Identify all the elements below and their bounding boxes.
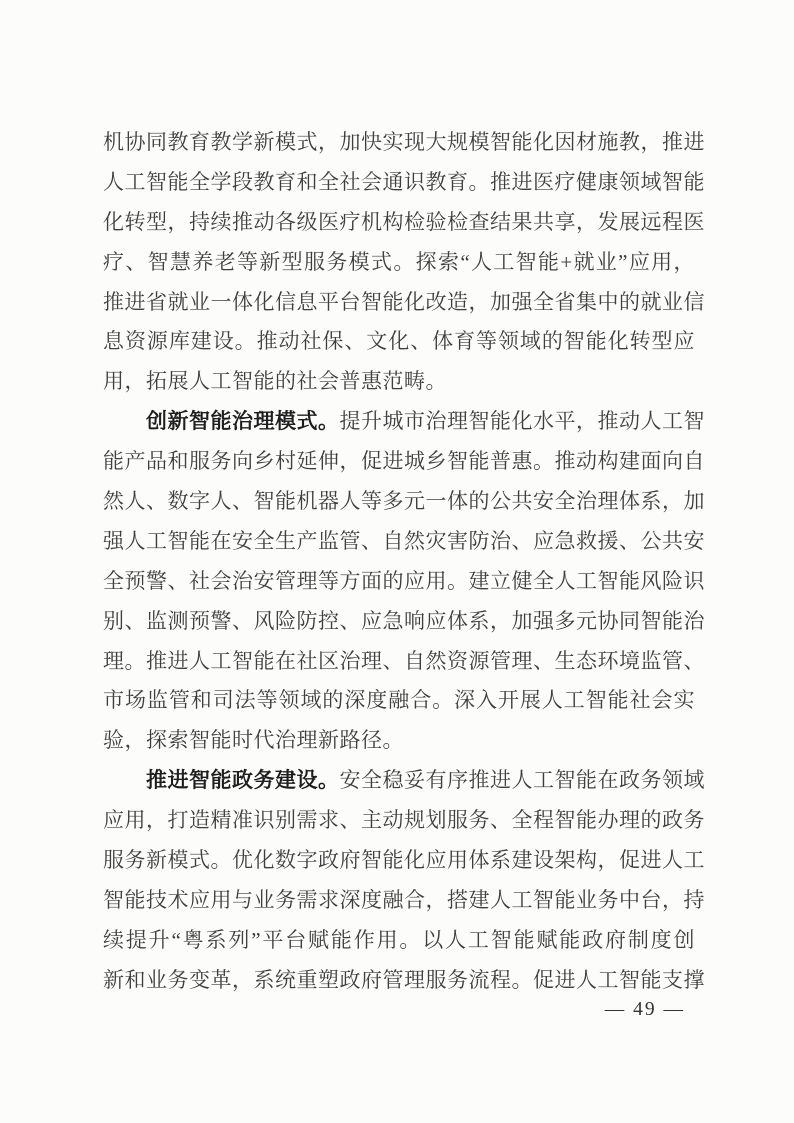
- line-text: 安全稳妥有序推进人工智能在政务领域: [339, 768, 705, 793]
- text-line: 推进省就业一体化信息平台智能化改造，加强全省集中的就业信: [103, 289, 705, 314]
- text-line: 验，探索智能时代治理新路径。: [103, 728, 404, 753]
- paragraph-lead-bold: 推进智能政务建设。: [146, 768, 340, 793]
- text-line: 理。推进人工智能在社区治理、自然资源管理、生态环境监管、: [103, 648, 705, 673]
- line-text: 提升城市治理智能化水平，推动人工智: [339, 409, 705, 434]
- text-line: 疗、智慧养老等新型服务模式。探索“人工智能+就业”应用，: [103, 249, 695, 274]
- text-line: 机协同教育教学新模式，加快实现大规模智能化因材施教，推进: [103, 130, 705, 154]
- page-number-footer: — 49 —: [604, 999, 685, 1020]
- text-line: 市场监管和司法等领域的深度融合。深入开展人工智能社会实: [103, 688, 695, 713]
- text-line: 服务新模式。优化数字政府智能化应用体系建设架构，促进人工: [103, 848, 705, 873]
- text-line: 人工智能全学段教育和全社会通识教育。推进医疗健康领域智能: [103, 169, 705, 194]
- text-line: [103, 761, 705, 801]
- text-line: 强人工智能在安全生产监管、自然灾害防治、应急救援、公共安: [103, 528, 705, 553]
- text-line: 应用，打造精准识别需求、主动规划服务、全程智能办理的政务: [103, 808, 705, 833]
- text-line: 然人、数字人、智能机器人等多元一体的公共安全治理体系，加: [103, 489, 705, 514]
- text-line: 能产品和服务向乡村延伸，促进城乡智能普惠。推动构建面向自: [103, 449, 705, 474]
- text-line: 续提升“粤系列”平台赋能作用。以人工智能赋能政府制度创: [103, 927, 695, 952]
- paragraph-lead-bold: 创新智能治理模式。: [146, 409, 340, 434]
- text-line: 全预警、社会治安管理等方面的应用。建立健全人工智能风险识: [103, 568, 705, 593]
- text-line: 别、监测预警、风险防控、应急响应体系，加强多元协同智能治: [103, 608, 705, 633]
- text-line: 息资源库建设。推动社保、文化、体育等领域的智能化转型应: [103, 329, 695, 354]
- text-line: 新和业务变革，系统重塑政府管理服务流程。促进人工智能支撑: [103, 967, 705, 992]
- text-line: [103, 402, 705, 442]
- text-line: 用，拓展人工智能的社会普惠范畴。: [103, 369, 447, 394]
- text-column: [103, 123, 705, 1001]
- text-line: 化转型，持续推动各级医疗机构检验检查结果共享，发展远程医: [103, 209, 705, 234]
- text-line: 智能技术应用与业务需求深度融合，搭建人工智能业务中台，持: [103, 887, 705, 912]
